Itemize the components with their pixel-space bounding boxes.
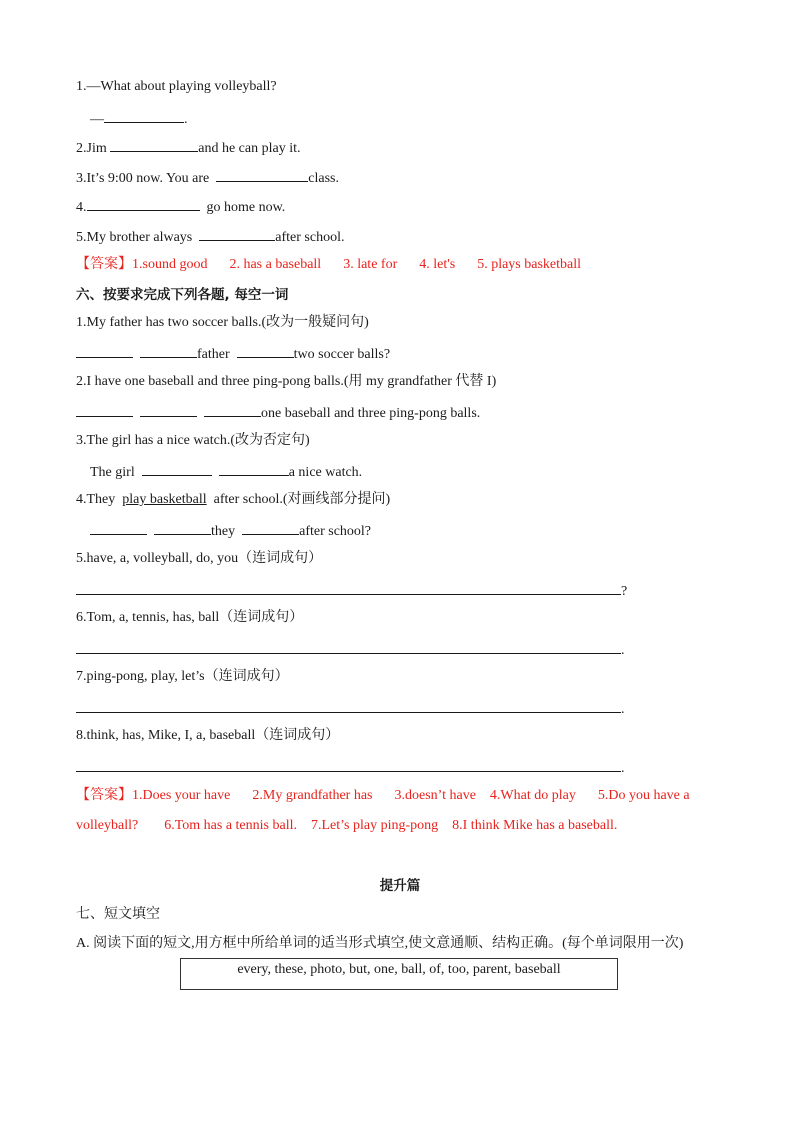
- fill-text: two soccer balls?: [293, 347, 391, 362]
- line-end: .: [621, 702, 625, 717]
- answer-line: [76, 757, 621, 772]
- period: .: [184, 112, 188, 127]
- q5-2-start: 2.Jim: [76, 141, 107, 156]
- answer-line: [76, 580, 621, 595]
- sec6-heading: 六、按要求完成下列各题, 每空一词: [76, 287, 289, 303]
- line-end: ?: [621, 584, 628, 599]
- answer-blank: [140, 402, 197, 417]
- answer-item: 4.What do play: [489, 788, 576, 803]
- q6-4-fill: [90, 520, 371, 541]
- answer-blank: [199, 226, 275, 241]
- q6-2-fill: [76, 402, 480, 423]
- word-bank-text: every, these, photo, but, one, ball, of, too, parent, baseball: [237, 962, 561, 977]
- sec6-answer-key-line1: [76, 787, 690, 805]
- answer-blank: [140, 343, 197, 358]
- q6-8-prompt: 8.think, has, Mike, I, a, baseball（连词成句）: [76, 728, 340, 743]
- answer-blank: [216, 167, 308, 182]
- word-bank-box: [180, 958, 618, 990]
- q5-2: [76, 137, 300, 158]
- fill-text: one baseball and three ping-pong balls.: [261, 406, 481, 421]
- answer-item: 3.doesn’t have: [394, 788, 476, 803]
- answer-blank: [204, 402, 261, 417]
- answer-blank: [237, 343, 294, 358]
- answer-item: 6.Tom has a tennis ball.: [164, 818, 297, 833]
- fill-text: father: [197, 347, 230, 362]
- fill-text: a nice watch.: [288, 465, 363, 480]
- answer-item: 2. has a baseball: [229, 257, 322, 272]
- answer-item: 5. plays basketball: [477, 257, 582, 272]
- answer-label: 【答案】: [76, 788, 132, 803]
- fill-text: they: [211, 524, 236, 539]
- answer-item: 3. late for: [343, 257, 398, 272]
- answer-blank: [242, 520, 299, 535]
- q6-4-prompt: [76, 491, 390, 509]
- underlined-phrase: play basketball: [122, 492, 207, 507]
- q5-4-end: go home now.: [206, 200, 286, 215]
- q6-6-prompt: 6.Tom, a, tennis, has, ball（连词成句）: [76, 610, 304, 625]
- q5-1-prompt: 1.—What about playing volleyball?: [76, 79, 277, 94]
- q5-4: [76, 196, 285, 217]
- q5-3-end: class.: [308, 171, 339, 186]
- q6-4-end: after school.(对画线部分提问): [213, 492, 391, 507]
- q5-2-end: and he can play it.: [198, 141, 301, 156]
- q5-4-start: 4.: [76, 200, 87, 215]
- line-end: .: [621, 761, 625, 776]
- answer-item: 4. let's: [419, 257, 456, 272]
- answer-blank: [142, 461, 212, 476]
- answer-blank: [154, 520, 211, 535]
- answer-blank: [76, 343, 133, 358]
- q5-5-start: 5.My brother always: [76, 230, 193, 245]
- answer-line: [76, 639, 621, 654]
- q6-5-line: [76, 580, 627, 601]
- answer-item: 1.Does your have: [132, 788, 231, 803]
- answer-line: [76, 698, 621, 713]
- q6-6-line: [76, 639, 625, 660]
- sec7-instruction: A. 阅读下面的短文,用方框中所给单词的适当形式填空,使文意通顺、结构正确。(每个单词限用一次): [76, 936, 684, 951]
- answer-item: 2.My grandfather has: [252, 788, 373, 803]
- answer-item: 1.sound good: [132, 257, 208, 272]
- advanced-title: 提升篇: [379, 878, 421, 894]
- answer-item: 5.Do you have a: [597, 788, 690, 803]
- fill-text: The girl: [90, 465, 135, 480]
- answer-label: 【答案】: [76, 257, 132, 272]
- q5-3-start: 3.It’s 9:00 now. You are: [76, 171, 210, 186]
- q5-5-end: after school.: [275, 230, 345, 245]
- q5-5: [76, 226, 344, 247]
- q6-1-prompt: 1.My father has two soccer balls.(改为一般疑问句): [76, 315, 369, 330]
- q6-5-prompt: 5.have, a, volleyball, do, you（连词成句）: [76, 551, 323, 566]
- answer-blank: [76, 402, 133, 417]
- answer-blank: [87, 196, 200, 211]
- q6-3-fill: [90, 461, 362, 482]
- answer-item: 7.Let’s play ping-pong: [310, 818, 439, 833]
- answer-blank: [104, 108, 184, 123]
- q6-1-fill: [76, 343, 390, 364]
- q6-4-start: 4.They: [76, 492, 116, 507]
- fill-text: after school?: [299, 524, 372, 539]
- answer-blank: [90, 520, 147, 535]
- answer-item: volleyball?: [76, 818, 139, 833]
- sec5-answer-key: [76, 256, 581, 274]
- q5-1-answer-line: [90, 108, 188, 129]
- q6-3-prompt: 3.The girl has a nice watch.(改为否定句): [76, 433, 310, 448]
- q6-7-prompt: 7.ping-pong, play, let’s（连词成句）: [76, 669, 289, 684]
- q6-8-line: [76, 757, 625, 778]
- q5-3: [76, 167, 339, 188]
- line-end: .: [621, 643, 625, 658]
- answer-blank: [110, 137, 198, 152]
- q6-7-line: [76, 698, 625, 719]
- sec6-answer-key-line2: [76, 817, 617, 835]
- dash: —: [90, 112, 104, 127]
- answer-blank: [219, 461, 289, 476]
- q6-2-prompt: 2.I have one baseball and three ping-pong balls.(用 my grandfather 代替 I): [76, 374, 497, 389]
- sec7-heading: 七、短文填空: [76, 907, 160, 922]
- answer-item: 8.I think Mike has a baseball.: [452, 818, 618, 833]
